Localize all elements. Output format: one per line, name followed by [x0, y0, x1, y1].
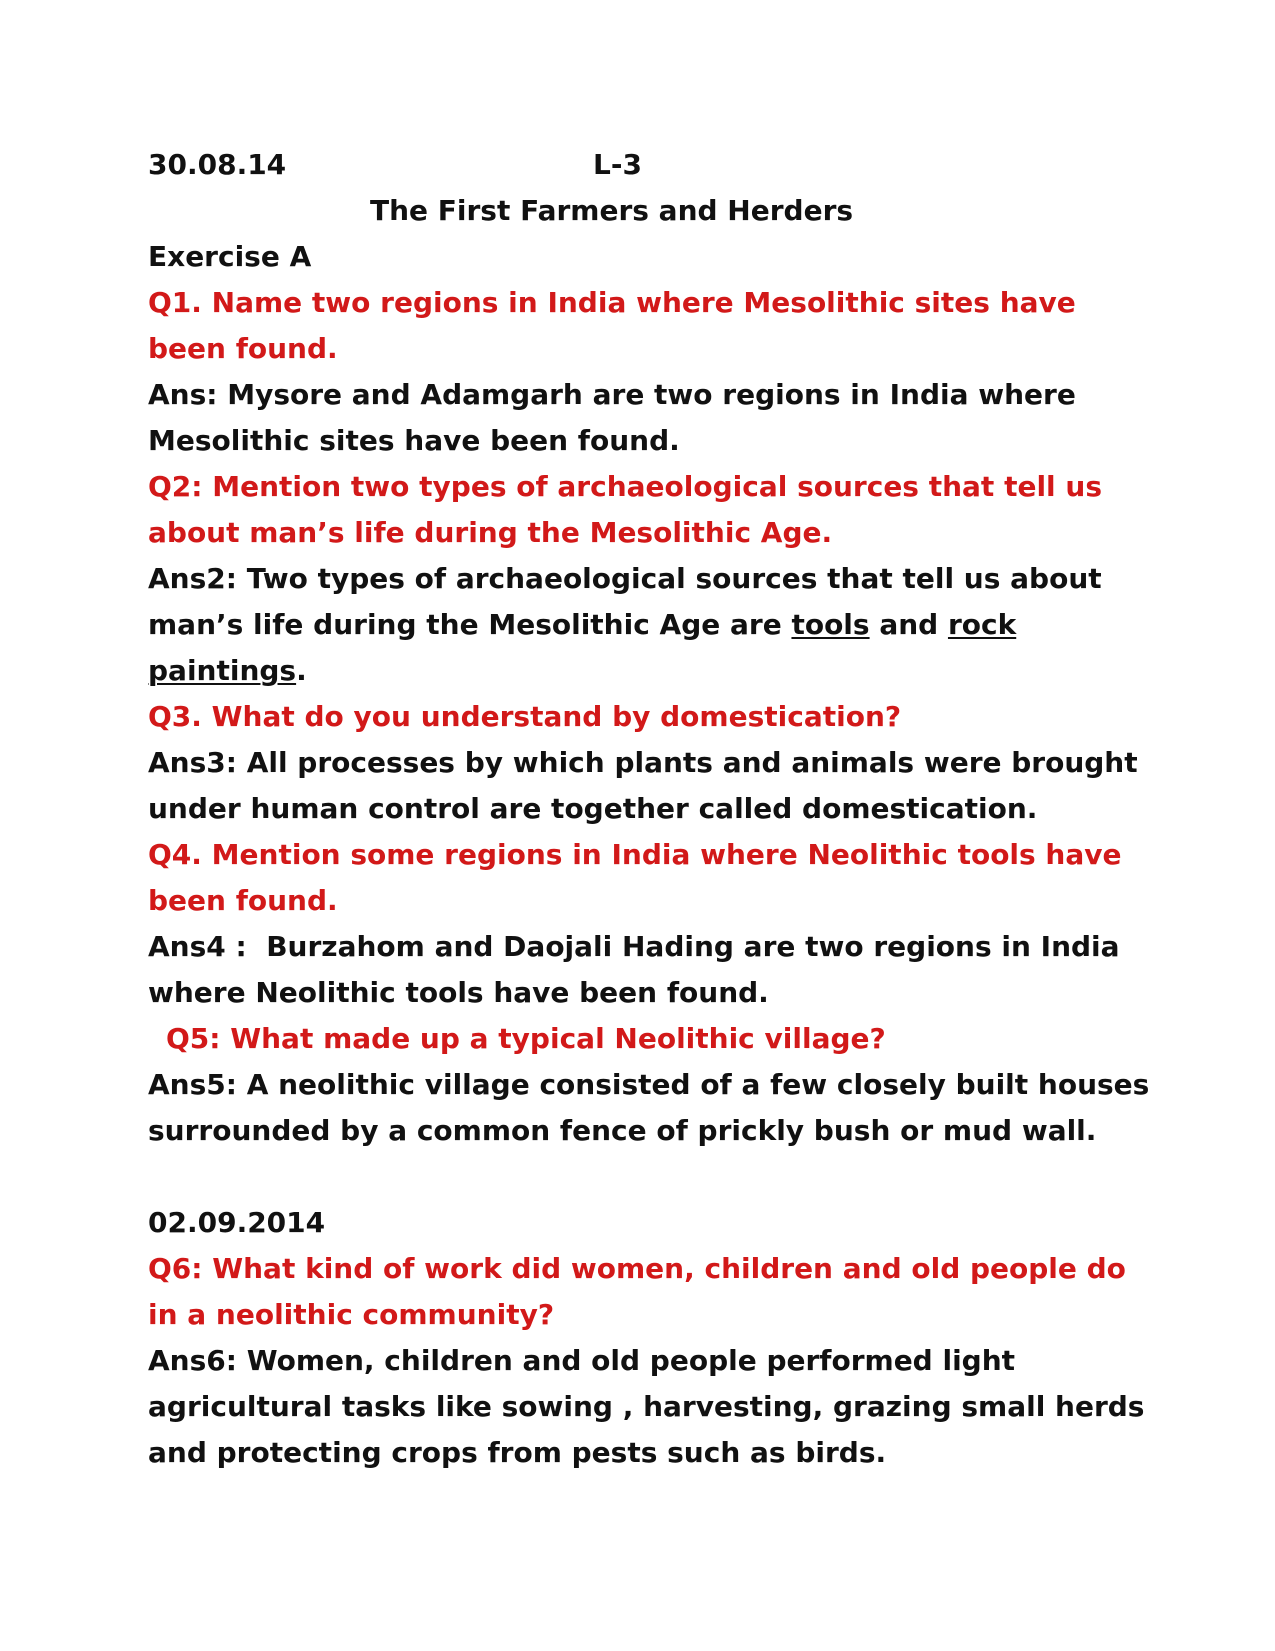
question-1-line-1: Q1. Name two regions in India where Mesolithic sites have — [148, 286, 1076, 319]
question-2-line-1: Q2: Mention two types of archaeological sources that tell us — [148, 470, 1102, 503]
answer-3-line-1: Ans3: All processes by which plants and animals were brought — [148, 746, 1138, 779]
answer-2-underlined-rock: rock — [947, 608, 1017, 641]
answer-2-line-1: Ans2: Two types of archaeological sources that tell us about — [148, 562, 1102, 595]
answer-6-line-3: and protecting crops from pests such as birds. — [148, 1436, 887, 1469]
header-line — [148, 142, 1148, 188]
answer-2-underlined-tools: tools — [791, 608, 870, 641]
lesson-title: The First Farmers and Herders — [370, 194, 854, 227]
answer-2-line-2 — [148, 602, 1148, 648]
answer-3-line-2: under human control are together called domestication. — [148, 792, 1038, 825]
date-1: 30.08.14 — [148, 148, 287, 181]
answer-2-line-3 — [148, 648, 1148, 694]
question-6-line-1: Q6: What kind of work did women, children and old people do — [148, 1252, 1126, 1285]
question-4-line-1: Q4. Mention some regions in India where Neolithic tools have — [148, 838, 1122, 871]
answer-2-text-pre: man’s life during the Mesolithic Age are — [148, 608, 792, 641]
answer-2-text-mid: and — [869, 608, 948, 641]
answer-2-text-post: . — [296, 654, 307, 687]
blank-line — [148, 1154, 1148, 1200]
question-5-line-1: Q5: What made up a typical Neolithic village? — [166, 1022, 886, 1055]
answer-1-line-2: Mesolithic sites have been found. — [148, 424, 680, 457]
answer-6-line-2: agricultural tasks like sowing , harvesting, grazing small herds — [148, 1390, 1145, 1423]
answer-6-line-1: Ans6: Women, children and old people performed light — [148, 1344, 1016, 1377]
answer-5-line-2: surrounded by a common fence of prickly bush or mud wall. — [148, 1114, 1097, 1147]
document-page — [148, 142, 1148, 1476]
question-6-line-2: in a neolithic community? — [148, 1298, 555, 1331]
lesson-number: L-3 — [593, 148, 642, 181]
question-2-line-2: about man’s life during the Mesolithic Age. — [148, 516, 833, 549]
question-1-line-2: been found. — [148, 332, 338, 365]
question-4-line-2: been found. — [148, 884, 338, 917]
answer-4-line-1: Ans4 : Burzahom and Daojali Hading are two regions in India — [148, 930, 1120, 963]
answer-5-line-1: Ans5: A neolithic village consisted of a few closely built houses — [148, 1068, 1150, 1101]
date-2: 02.09.2014 — [148, 1206, 326, 1239]
answer-4-line-2: where Neolithic tools have been found. — [148, 976, 769, 1009]
exercise-heading: Exercise A — [148, 240, 312, 273]
question-3-line-1: Q3. What do you understand by domestication? — [148, 700, 902, 733]
answer-2-underlined-paintings: paintings — [148, 654, 297, 687]
answer-1-line-1: Ans: Mysore and Adamgarh are two regions in India where — [148, 378, 1076, 411]
